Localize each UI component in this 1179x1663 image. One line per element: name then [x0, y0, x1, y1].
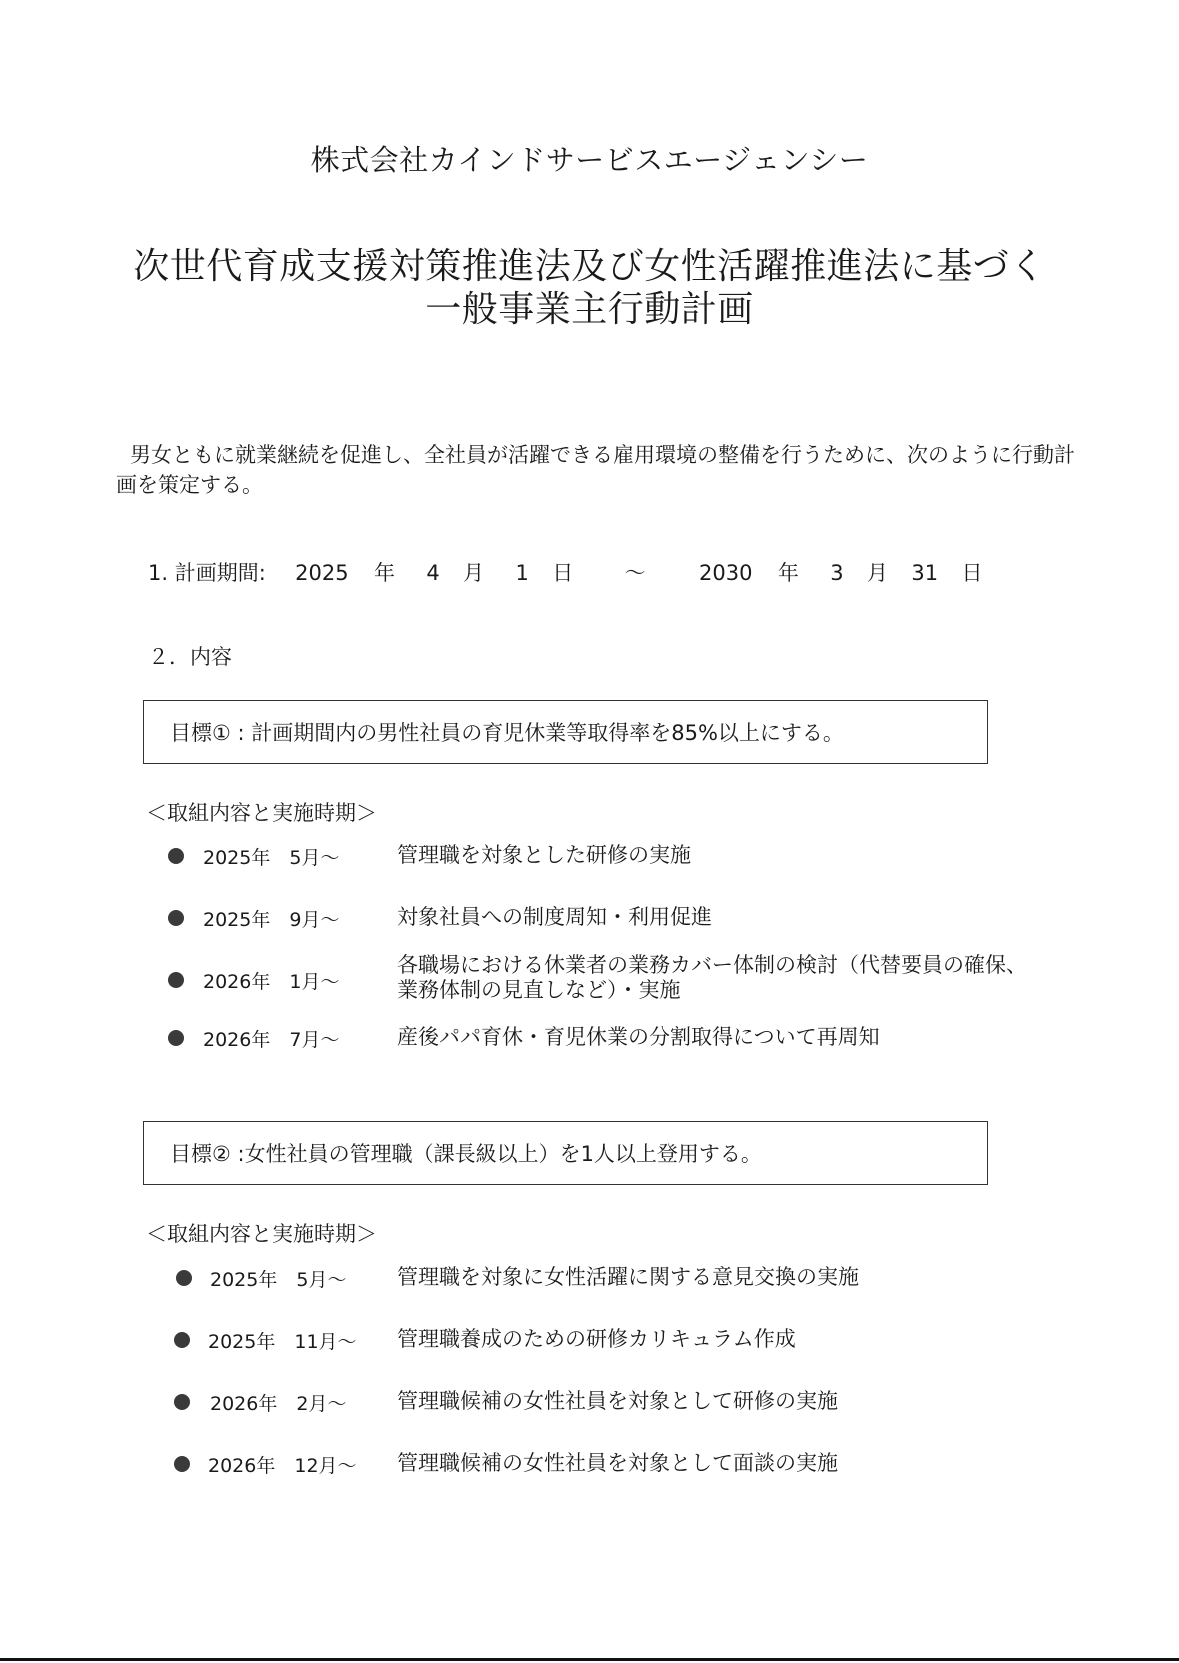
item-date: 2025年 9月～	[203, 909, 340, 931]
page-bottom-edge	[0, 1658, 1179, 1661]
bullet-icon	[168, 1030, 184, 1046]
bullet-icon	[174, 1394, 190, 1410]
goal-2-box	[143, 1121, 988, 1185]
title-line-2: 一般事業主行動計画	[425, 289, 754, 330]
goal-2-item-2	[0, 1324, 1179, 1384]
goal-2-item-4	[0, 1448, 1179, 1508]
period-start-year-unit: 年	[374, 561, 395, 585]
item-date: 2025年 11月～	[208, 1331, 357, 1353]
bullet-icon	[168, 848, 184, 864]
item-date: 2026年 2月～	[210, 1393, 347, 1415]
goal-1-text: 目標① : 計画期間内の男性社員の育児休業等取得率を85%以上にする。	[170, 721, 844, 745]
item-date: 2025年 5月～	[203, 847, 340, 869]
bullet-icon	[174, 1456, 190, 1472]
goal-2-text: 目標② :女性社員の管理職（課長級以上）を1人以上登用する。	[170, 1142, 762, 1166]
period-end-year-unit: 年	[777, 561, 799, 585]
item-date: 2026年 7月～	[203, 1029, 340, 1051]
item-description: 管理職を対象とした研修の実施	[397, 843, 691, 867]
period-end-day: 31	[911, 561, 939, 585]
document-title	[0, 245, 1179, 331]
goal-1-box	[143, 700, 988, 764]
item-date: 2025年 5月～	[210, 1269, 347, 1291]
period-tilde: ～	[624, 561, 646, 585]
period-end-month: 3	[830, 561, 844, 585]
item-description: 管理職を対象に女性活躍に関する意見交換の実施	[397, 1265, 859, 1289]
goal-2-item-3	[0, 1386, 1179, 1446]
period-label: 1. 計画期間:	[148, 561, 266, 585]
goal-2-item-1	[0, 1262, 1179, 1322]
item-description: 管理職養成のための研修カリキュラム作成	[397, 1327, 796, 1351]
goal-1-item-1	[0, 840, 1179, 900]
period-end-year: 2030	[699, 561, 753, 585]
period-start-month-unit: 月	[463, 561, 485, 585]
period-start-day: 1	[515, 561, 529, 585]
item-description: 対象社員への制度周知・利用促進	[397, 905, 712, 929]
goal-1-item-4	[0, 1022, 1179, 1082]
intro-paragraph: 男女ともに就業継続を促進し、全社員が活躍できる雇用環境の整備を行うために、次のように行動計画を策定する。	[116, 443, 1075, 497]
company-name: 株式会社カインドサービスエージェンシー	[310, 143, 869, 177]
item-date: 2026年 12月～	[208, 1455, 357, 1477]
item-date: 2026年 1月～	[203, 971, 340, 993]
item-description-line-2: 業務体制の見直しなど）・実施	[397, 978, 681, 1002]
bullet-icon	[176, 1270, 192, 1286]
period-start-month: 4	[426, 561, 440, 585]
bullet-icon	[168, 910, 184, 926]
bullet-icon	[174, 1332, 190, 1348]
item-description: 管理職候補の女性社員を対象として面談の実施	[397, 1451, 838, 1475]
goal-1-subhead: ＜取組内容と実施時期＞	[146, 801, 377, 825]
item-description-line-1: 各職場における休業者の業務カバー体制の検討（代替要員の確保、	[397, 953, 1027, 977]
goal-1-item-3	[0, 953, 1179, 1022]
item-description	[397, 953, 1027, 1003]
goal-2-subhead: ＜取組内容と実施時期＞	[146, 1222, 377, 1246]
section-contents-label: ２．内容	[148, 645, 232, 669]
item-description: 管理職候補の女性社員を対象として研修の実施	[397, 1389, 838, 1413]
period-start-year: 2025	[295, 561, 349, 585]
item-description: 産後パパ育休・育児休業の分割取得について再周知	[397, 1025, 880, 1049]
plan-period	[148, 557, 982, 587]
period-end-month-unit: 月	[866, 561, 888, 585]
bullet-icon	[168, 972, 184, 988]
title-line-1: 次世代育成支援対策推進法及び女性活躍推進法に基づく	[133, 246, 1046, 287]
period-start-day-unit: 日	[552, 561, 574, 585]
period-end-day-unit: 日	[961, 561, 983, 585]
